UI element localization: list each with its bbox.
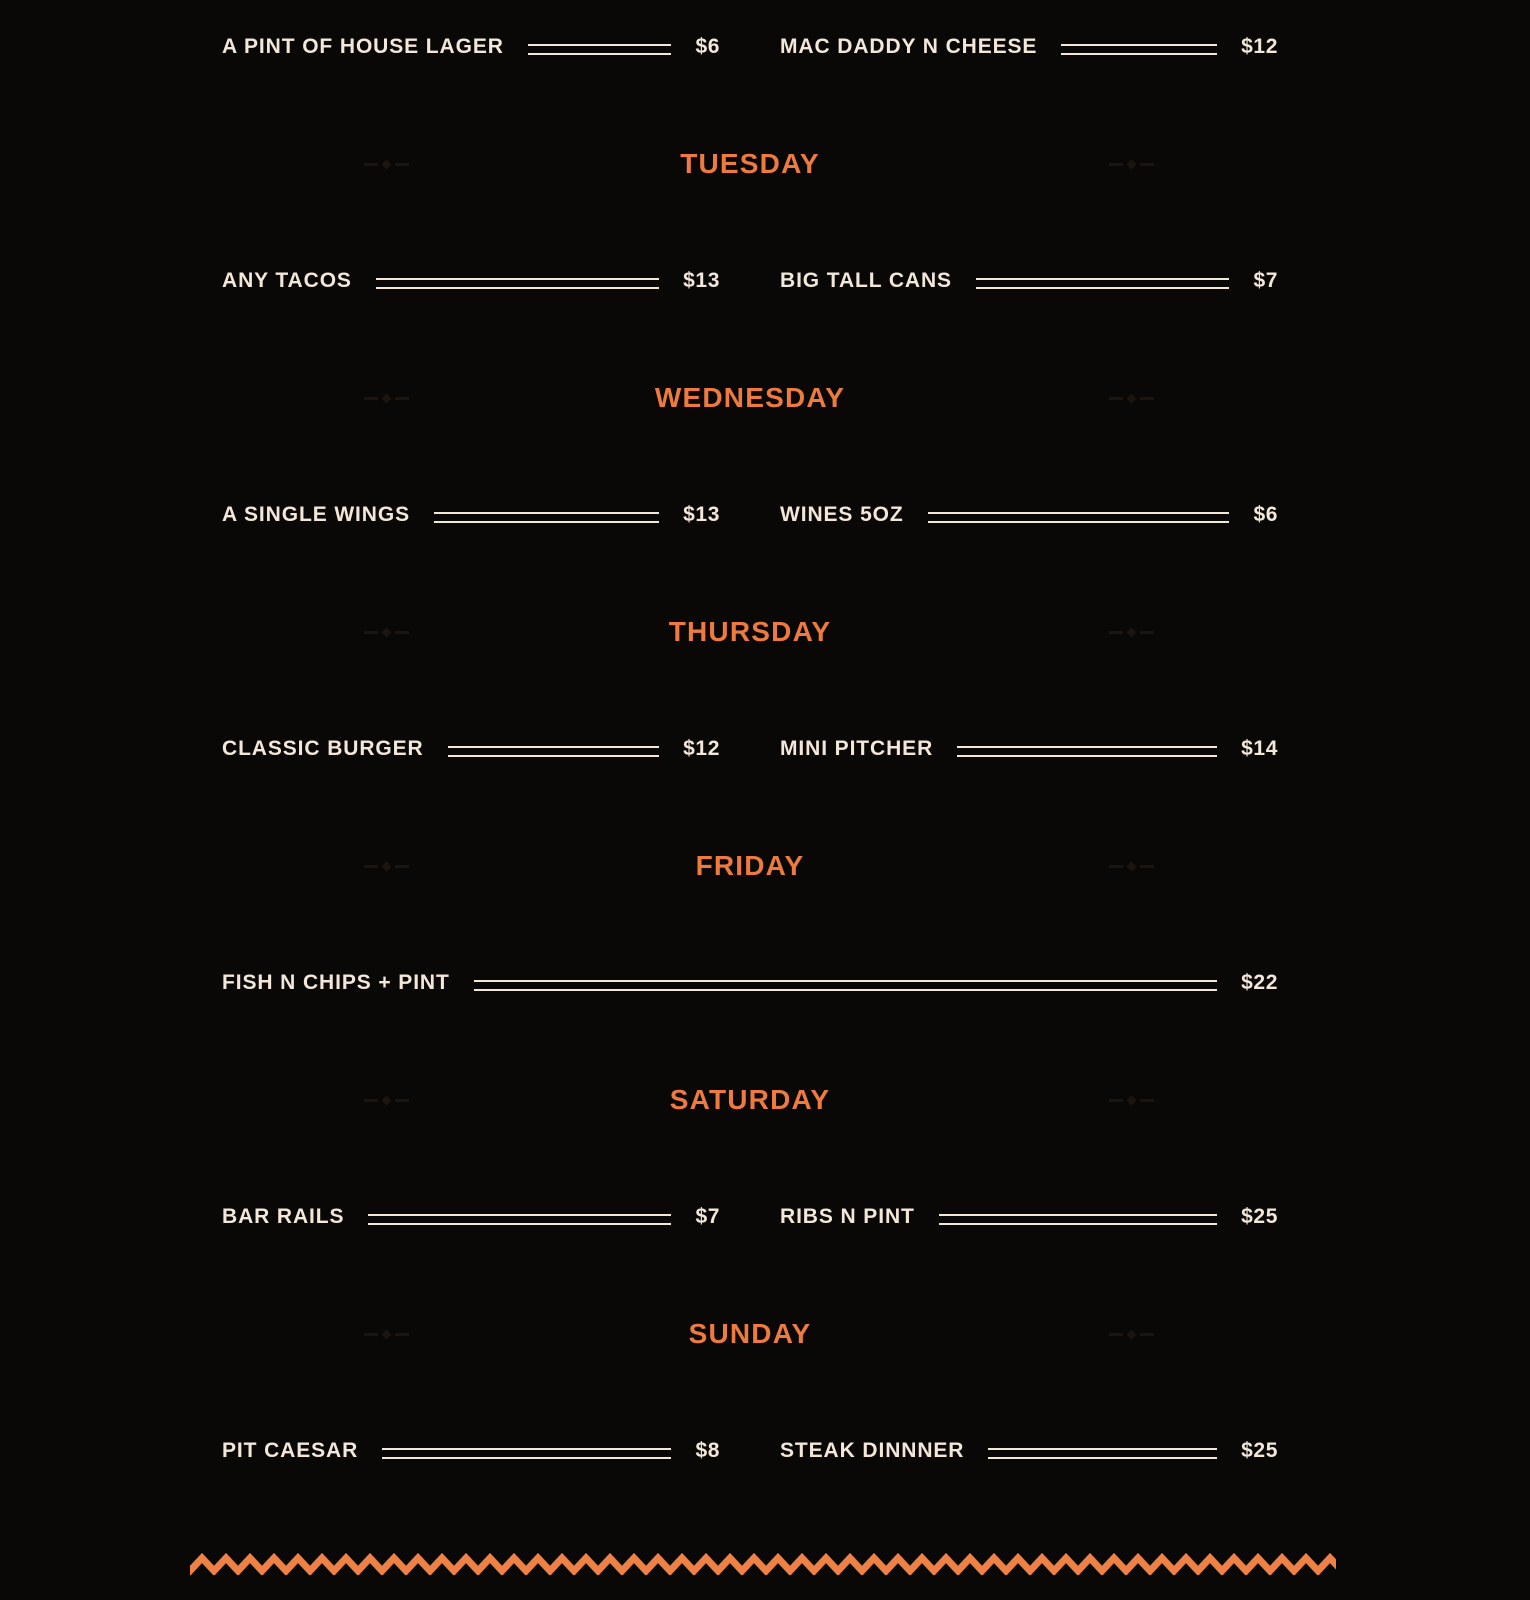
flourish-icon <box>1105 159 1157 169</box>
leader-line <box>474 980 1217 991</box>
menu-item <box>222 1438 720 1464</box>
day-section-header <box>222 382 1278 414</box>
menu-items-row <box>222 34 1278 60</box>
menu-item <box>222 34 720 60</box>
menu-item-price: $12 <box>683 737 720 760</box>
leader-line <box>376 278 659 289</box>
leader-line <box>928 512 1230 523</box>
menu-item-price: $25 <box>1241 1439 1278 1462</box>
day-section-header <box>222 850 1278 882</box>
leader-line <box>434 512 659 523</box>
day-section-header <box>222 616 1278 648</box>
menu-item <box>780 34 1278 60</box>
menu-item <box>222 502 720 528</box>
menu-item-name: BAR RAILS <box>222 1205 345 1228</box>
day-heading: THURSDAY <box>668 616 832 647</box>
menu-item-name: WINES 5OZ <box>780 503 904 526</box>
menu-item-price: $13 <box>683 503 720 526</box>
menu-item-name: PIT CAESAR <box>222 1439 359 1462</box>
leader-line <box>1061 44 1217 55</box>
zigzag-icon <box>190 1552 1336 1578</box>
leader-line <box>382 1448 671 1459</box>
menu-item-price: $14 <box>1241 737 1278 760</box>
menu-item <box>222 1204 720 1230</box>
menu-items-row <box>222 1438 1278 1464</box>
menu-item-name: RIBS N PINT <box>780 1205 915 1228</box>
flourish-icon <box>360 627 412 637</box>
menu-item <box>222 736 720 762</box>
menu-item <box>780 502 1278 528</box>
day-section-header <box>222 1318 1278 1350</box>
flourish-icon <box>1105 393 1157 403</box>
menu-items-row <box>222 736 1278 762</box>
flourish-icon <box>360 393 412 403</box>
flourish-icon <box>1105 1095 1157 1105</box>
menu-item-name: A PINT OF HOUSE LAGER <box>222 35 504 58</box>
menu-item-price: $6 <box>695 35 720 58</box>
flourish-icon <box>1105 1329 1157 1339</box>
menu-item <box>222 970 1278 996</box>
leader-line <box>368 1214 671 1225</box>
menu-items-row <box>222 268 1278 294</box>
flourish-icon <box>360 861 412 871</box>
menu-item <box>222 268 720 294</box>
menu-item-name: ANY TACOS <box>222 269 352 292</box>
menu-item-price: $22 <box>1241 971 1278 994</box>
menu-item-name: STEAK DINNNER <box>780 1439 965 1462</box>
menu-items-row <box>222 1204 1278 1230</box>
menu-item-price: $25 <box>1241 1205 1278 1228</box>
day-heading: TUESDAY <box>680 148 820 179</box>
leader-line <box>939 1214 1217 1225</box>
day-section-header <box>222 148 1278 180</box>
menu-item-price: $6 <box>1253 503 1278 526</box>
day-heading: SATURDAY <box>669 1084 831 1115</box>
menu-item <box>780 1438 1278 1464</box>
menu-item <box>780 1204 1278 1230</box>
flourish-icon <box>1105 627 1157 637</box>
menu-item-name: FISH N CHIPS + PINT <box>222 971 450 994</box>
menu-item-price: $12 <box>1241 35 1278 58</box>
menu-item-name: CLASSIC BURGER <box>222 737 424 760</box>
menu-item-name: MAC DADDY N CHEESE <box>780 35 1038 58</box>
menu-items-row <box>222 502 1278 528</box>
menu-item-name: BIG TALL CANS <box>780 269 952 292</box>
menu-item <box>780 268 1278 294</box>
menu-items-row <box>222 970 1278 996</box>
menu-item-price: $7 <box>1253 269 1278 292</box>
menu-item-name: MINI PITCHER <box>780 737 934 760</box>
zigzag-divider <box>190 1552 1336 1578</box>
leader-line <box>957 746 1217 757</box>
day-heading: WEDNESDAY <box>654 382 846 413</box>
leader-line <box>448 746 660 757</box>
flourish-icon <box>1105 861 1157 871</box>
weekly-specials-menu <box>222 0 1278 1464</box>
day-section-header <box>222 1084 1278 1116</box>
day-heading: SUNDAY <box>688 1318 812 1349</box>
menu-item-name: A SINGLE WINGS <box>222 503 410 526</box>
menu-item-price: $7 <box>695 1205 720 1228</box>
flourish-icon <box>360 1095 412 1105</box>
leader-line <box>988 1448 1217 1459</box>
day-heading: FRIDAY <box>695 850 805 881</box>
leader-line <box>528 44 672 55</box>
menu-item-price: $8 <box>695 1439 720 1462</box>
menu-item <box>780 736 1278 762</box>
flourish-icon <box>360 159 412 169</box>
flourish-icon <box>360 1329 412 1339</box>
leader-line <box>976 278 1230 289</box>
menu-item-price: $13 <box>683 269 720 292</box>
